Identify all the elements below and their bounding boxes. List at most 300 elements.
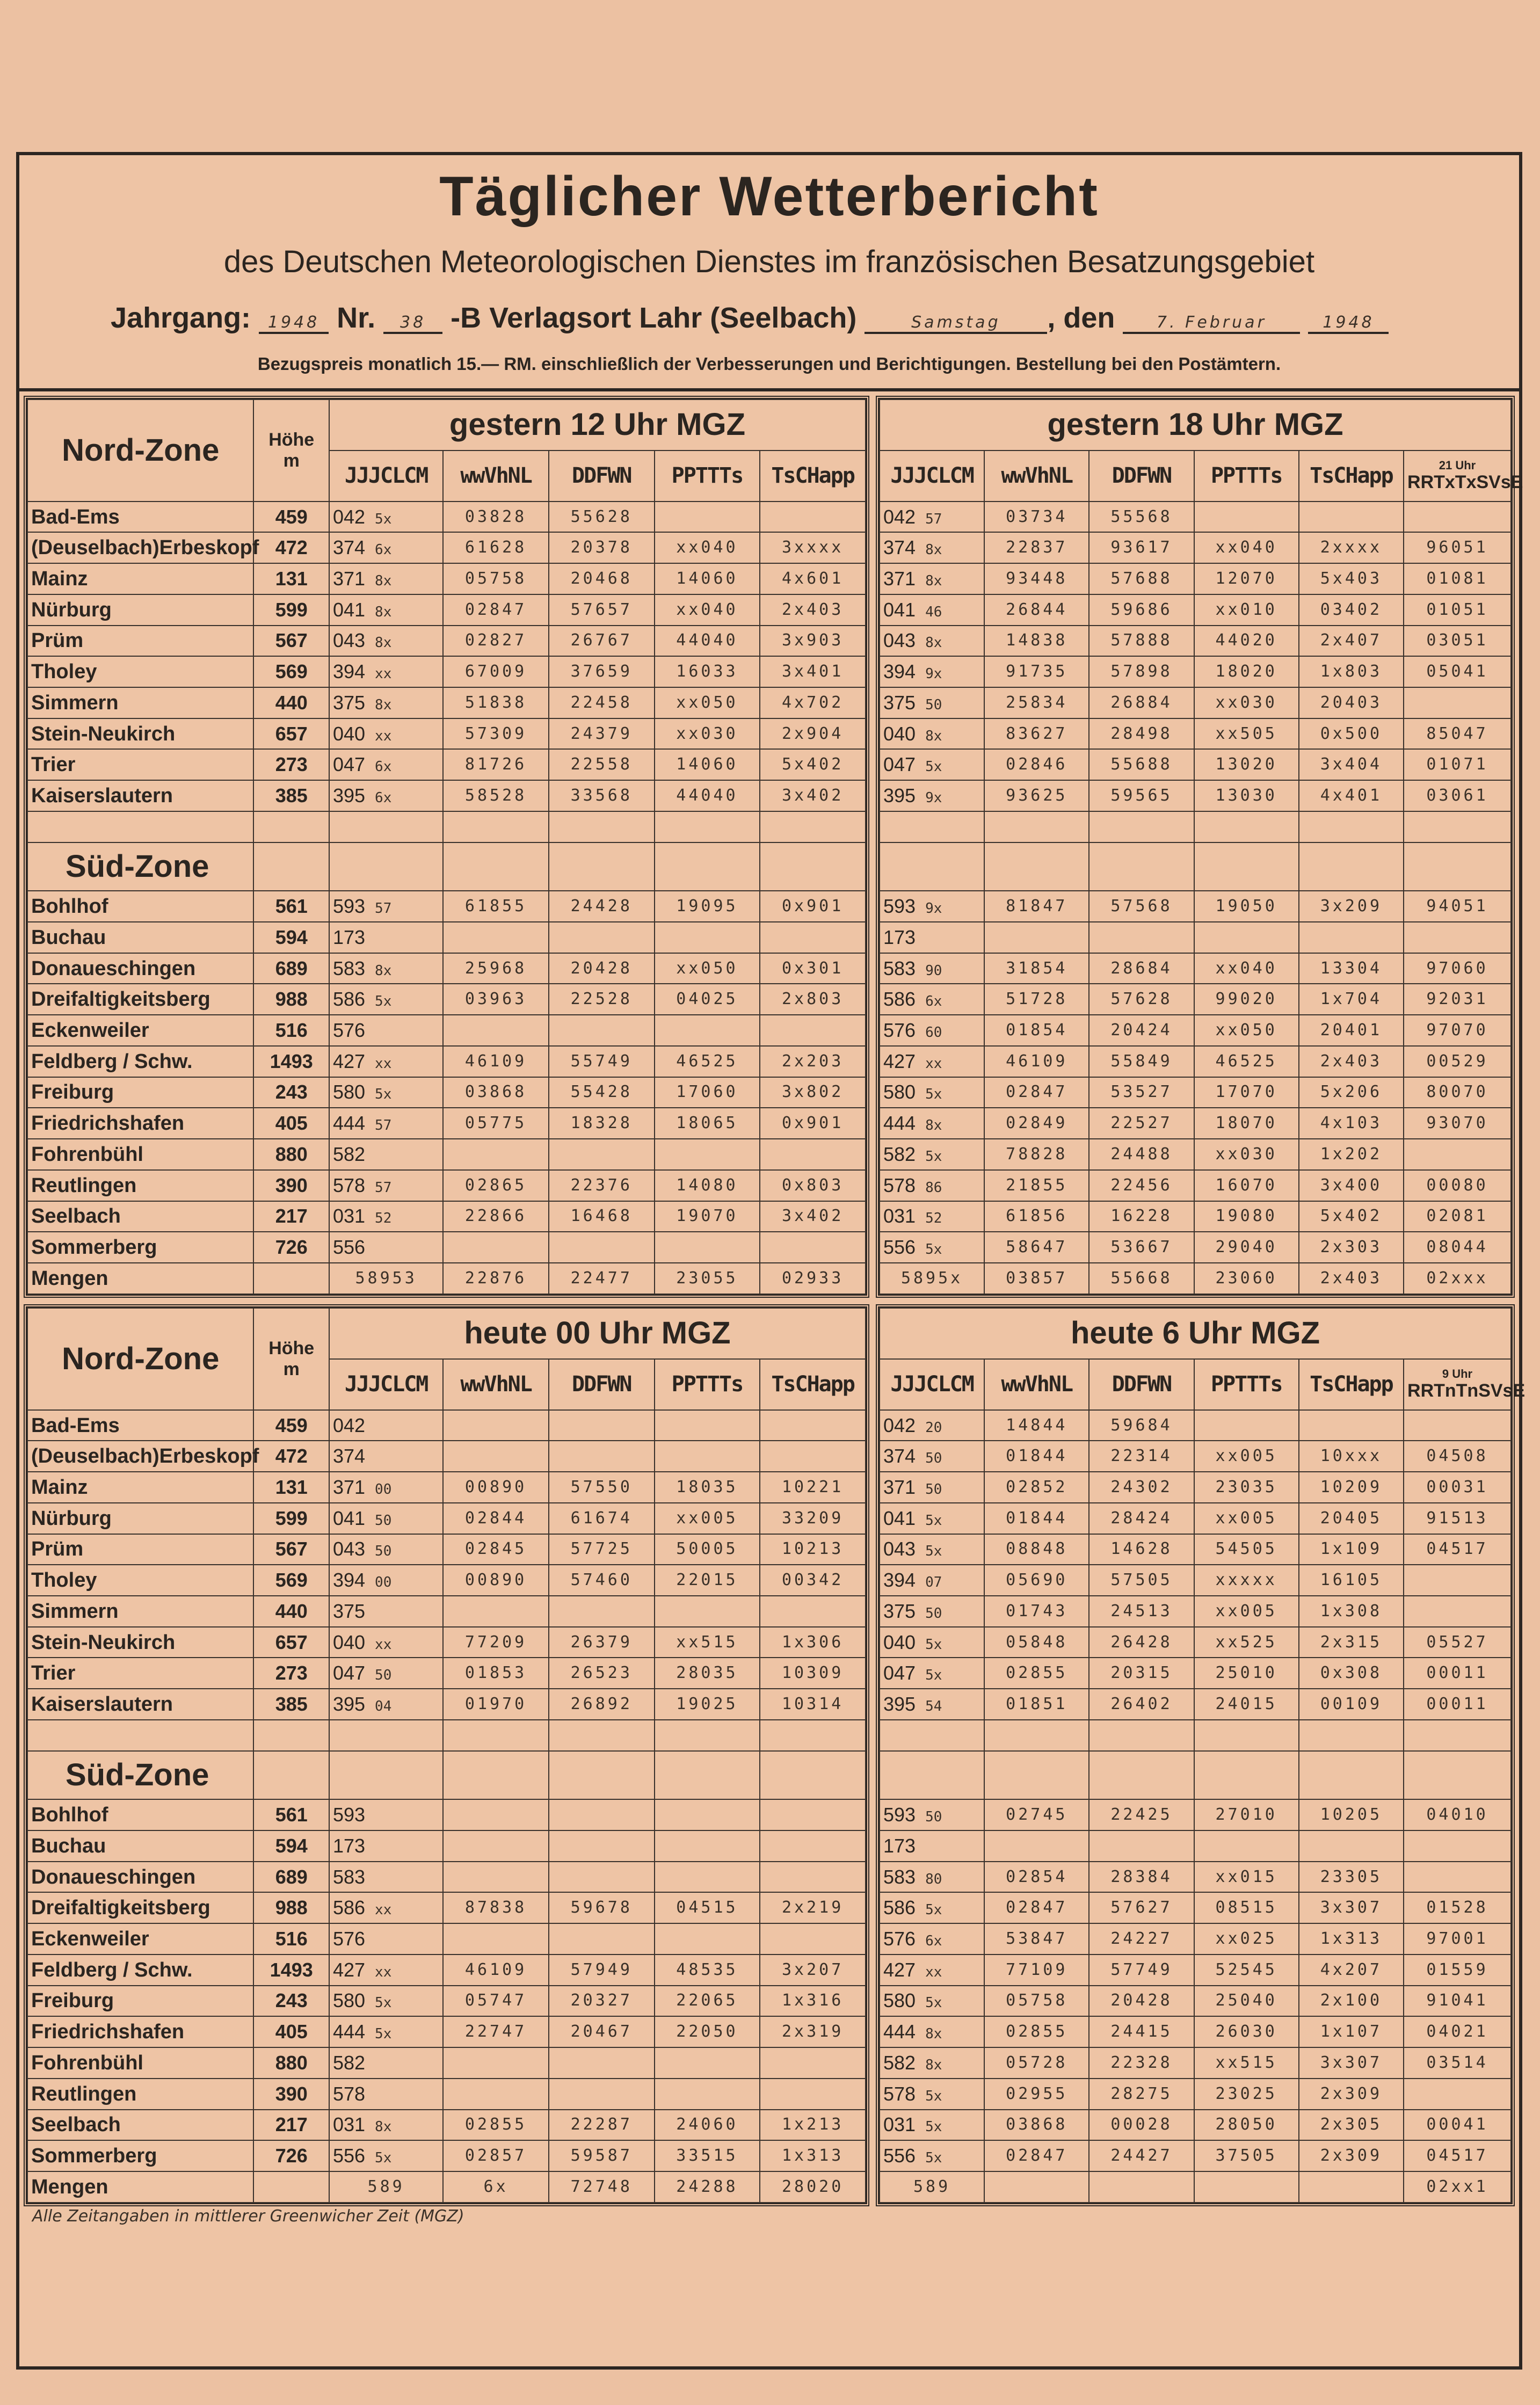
obs-value: 02081	[1404, 1201, 1511, 1232]
station-row	[880, 656, 1511, 687]
obs-value: 3x400	[1299, 1170, 1404, 1201]
station-height: 273	[253, 1658, 329, 1689]
obs-value: 2x403	[760, 594, 866, 626]
obs-value: 59587	[549, 2140, 655, 2171]
station-code-cell	[880, 1441, 984, 1472]
obs-value: 01853	[443, 1658, 549, 1689]
station-row	[880, 1441, 1511, 1472]
cloud-code: 5x	[925, 1902, 942, 1919]
obs-value: 18328	[549, 1108, 655, 1139]
cloud-code: 5x	[925, 1512, 942, 1529]
station-height: 567	[253, 1534, 329, 1565]
obs-value	[1404, 1139, 1511, 1170]
obs-value	[655, 1232, 760, 1263]
obs-value: 02xx1	[1404, 2171, 1511, 2203]
station-name: Mainz	[27, 1472, 253, 1503]
report-subtitle: des Deutschen Meteorologischen Dienstes im französischen Besatzungsgebiet	[223, 244, 1315, 279]
station-row	[880, 1472, 1511, 1503]
station-code-cell	[329, 1232, 443, 1263]
empty-cell	[984, 1720, 1089, 1751]
station-code: 582	[883, 2051, 916, 2074]
obs-value: 16105	[1299, 1565, 1404, 1596]
obs-value	[655, 1596, 760, 1627]
obs-value	[1404, 1410, 1511, 1441]
obs-value	[443, 1830, 549, 1862]
obs-value: 03402	[1299, 594, 1404, 626]
obs-value: 24302	[1089, 1472, 1194, 1503]
hoehe-unit: m	[283, 450, 300, 471]
obs-value	[549, 1410, 655, 1441]
cloud-code: xx	[375, 1902, 392, 1919]
station-code: 582	[883, 1143, 916, 1165]
obs-value: 2x403	[1299, 1263, 1404, 1294]
obs-value: 25040	[1194, 1986, 1299, 2017]
cloud-code: 8x	[925, 572, 942, 589]
obs-value	[655, 1441, 760, 1472]
rr-label: RR	[1407, 1380, 1434, 1401]
station-row	[27, 1201, 866, 1232]
station-height: 689	[253, 953, 329, 984]
obs-value: 26892	[549, 1689, 655, 1720]
obs-value	[655, 2047, 760, 2079]
obs-value: 20315	[1089, 1658, 1194, 1689]
obs-value: 22456	[1089, 1170, 1194, 1201]
column-header-pp: PPTTTs	[1194, 1359, 1299, 1410]
station-height: 217	[253, 1201, 329, 1232]
obs-value	[1194, 2171, 1299, 2203]
mengen-row	[27, 1263, 866, 1294]
obs-value	[655, 1410, 760, 1441]
station-name: Feldberg / Schw.	[27, 1046, 253, 1077]
obs-value	[1194, 1410, 1299, 1441]
station-height: 459	[253, 1410, 329, 1441]
station-height: 657	[253, 1627, 329, 1658]
obs-value	[443, 2079, 549, 2110]
obs-value: 33209	[760, 1503, 866, 1534]
station-code: 578	[332, 1174, 366, 1196]
obs-value	[443, 1139, 549, 1170]
obs-value	[1299, 1830, 1404, 1862]
rr-column-header	[1404, 451, 1523, 502]
cloud-code: 5x	[375, 2026, 392, 2043]
station-code: 047	[332, 1662, 366, 1684]
obs-value: 81847	[984, 891, 1089, 922]
station-name: Kaiserslautern	[27, 1689, 253, 1720]
station-code-cell	[880, 563, 984, 594]
obs-value: 20424	[1089, 1015, 1194, 1046]
obs-value: 94051	[1404, 891, 1511, 922]
station-code: 173	[332, 926, 366, 948]
station-name: Dreifaltigkeitsberg	[27, 984, 253, 1015]
station-code: 375	[332, 691, 366, 714]
obs-value	[1404, 1830, 1511, 1862]
column-header-ww: wwVhNL	[984, 1359, 1089, 1410]
cloud-code: 57	[375, 1179, 392, 1196]
obs-value: 57949	[549, 1954, 655, 1986]
station-row	[880, 1170, 1511, 1201]
panel-heute-06	[876, 1304, 1526, 2206]
station-row	[880, 1689, 1511, 1720]
hoehe-unit: m	[283, 1358, 300, 1379]
obs-value: 14080	[655, 1170, 760, 1201]
station-code-cell	[880, 1534, 984, 1565]
obs-value	[984, 2171, 1089, 2203]
obs-value: 05728	[984, 2047, 1089, 2079]
station-code: 394	[883, 660, 916, 683]
station-row	[880, 1658, 1511, 1689]
column-header-pp: PPTTTs	[1194, 451, 1299, 502]
station-code-cell	[880, 1658, 984, 1689]
station-row	[27, 1077, 866, 1108]
station-height: 440	[253, 1596, 329, 1627]
rr-label-line	[1407, 471, 1523, 492]
station-height: 385	[253, 780, 329, 811]
cloud-code: 52	[375, 1210, 392, 1227]
obs-value: 04025	[655, 984, 760, 1015]
obs-value: 02846	[984, 749, 1089, 780]
obs-value	[1404, 1862, 1511, 1893]
obs-value: 51838	[443, 687, 549, 718]
obs-value: 27010	[1194, 1799, 1299, 1830]
subscription-note: Bezugspreis monatlich 15.— RM. einschließlich der Verbesserungen und Berichtigungen. Bestellung bei den Postämtern.	[257, 354, 1281, 374]
cloud-code: 6x	[375, 790, 392, 806]
panel-title: heute 00 Uhr MGZ	[329, 1308, 866, 1359]
station-code-cell	[329, 1015, 443, 1046]
station-code: 374	[883, 1445, 916, 1467]
empty-cell	[760, 1751, 866, 1800]
obs-value	[655, 1830, 760, 1862]
obs-value: 23305	[1299, 1862, 1404, 1893]
obs-value: 1x306	[760, 1627, 866, 1658]
cloud-code: 50	[925, 1481, 942, 1498]
station-code: 395	[332, 1693, 366, 1716]
column-header-jjj: JJJCLCM	[880, 1359, 984, 1410]
station-code-cell	[329, 1410, 443, 1441]
obs-value: 4x207	[1299, 1954, 1404, 1986]
obs-value	[655, 2079, 760, 2110]
obs-value: 1x308	[1299, 1596, 1404, 1627]
station-code: 556	[883, 2145, 916, 2167]
station-name: (Deuselbach)Erbeskopf	[27, 532, 253, 563]
station-code: 582	[332, 1143, 366, 1165]
obs-value: 1x213	[760, 2110, 866, 2141]
sued-zone-heading: Süd-Zone	[27, 842, 253, 891]
obs-value: 59686	[1089, 594, 1194, 626]
obs-value: 61856	[984, 1201, 1089, 1232]
obs-value: 37659	[549, 656, 655, 687]
obs-value	[1299, 2171, 1404, 2203]
den-label: , den	[1047, 302, 1115, 334]
obs-value	[1404, 687, 1511, 718]
station-row	[27, 1862, 866, 1893]
obs-value: 04517	[1404, 2140, 1511, 2171]
empty-cell	[984, 811, 1089, 842]
station-code: 578	[332, 2082, 366, 2105]
station-height: 599	[253, 594, 329, 626]
station-code-cell	[880, 984, 984, 1015]
station-code-cell	[329, 563, 443, 594]
cloud-code: 60	[925, 1025, 942, 1041]
station-code-cell	[880, 1689, 984, 1720]
station-code-cell	[329, 1862, 443, 1893]
empty-cell	[27, 811, 253, 842]
column-header-jjj: JJJCLCM	[329, 451, 443, 502]
obs-value: 18070	[1194, 1108, 1299, 1139]
station-row	[27, 626, 866, 657]
obs-value: 05747	[443, 1986, 549, 2017]
obs-value: 24488	[1089, 1139, 1194, 1170]
station-code: 173	[883, 1834, 916, 1857]
obs-value: 1x313	[1299, 1923, 1404, 1954]
empty-cell	[1089, 842, 1194, 891]
obs-value: 01851	[984, 1689, 1089, 1720]
station-name: Bohlhof	[27, 891, 253, 922]
obs-value: 26767	[549, 626, 655, 657]
nord-zone-heading: Nord-Zone	[27, 1308, 253, 1410]
obs-value: 23035	[1194, 1472, 1299, 1503]
station-row	[27, 1689, 866, 1720]
station-code: 427	[883, 1050, 916, 1072]
obs-value: 08044	[1404, 1232, 1511, 1263]
mengen-row	[880, 1263, 1511, 1294]
obs-value: 19070	[655, 1201, 760, 1232]
station-row	[27, 1410, 866, 1441]
station-name: Friedrichshafen	[27, 2016, 253, 2047]
obs-value	[443, 922, 549, 953]
obs-value	[1404, 1565, 1511, 1596]
empty-cell	[329, 811, 443, 842]
obs-value: 02865	[443, 1170, 549, 1201]
empty-cell	[880, 811, 984, 842]
station-code-cell	[329, 1799, 443, 1830]
obs-value	[1299, 1410, 1404, 1441]
cloud-code: 8x	[375, 572, 392, 589]
obs-value: 01528	[1404, 1892, 1511, 1923]
station-name: Bad-Ems	[27, 1410, 253, 1441]
station-row	[27, 594, 866, 626]
station-row	[27, 1830, 866, 1862]
station-code: 374	[883, 536, 916, 559]
station-code: 580	[332, 1081, 366, 1103]
obs-value: 25968	[443, 953, 549, 984]
obs-value: 92031	[1404, 984, 1511, 1015]
empty-cell	[443, 1751, 549, 1800]
station-code: 042	[883, 1414, 916, 1436]
station-name: Prüm	[27, 1534, 253, 1565]
obs-value: 55628	[549, 502, 655, 533]
obs-value	[655, 1923, 760, 1954]
station-name: Bohlhof	[27, 1799, 253, 1830]
station-row	[27, 1954, 866, 1986]
station-row	[27, 922, 866, 953]
obs-value	[443, 1923, 549, 1954]
cloud-code: 5x	[925, 1543, 942, 1560]
station-name: Fohrenbühl	[27, 2047, 253, 2079]
station-code: 593	[332, 1804, 366, 1826]
station-code: 040	[883, 722, 916, 745]
obs-value	[1299, 922, 1404, 953]
station-code-cell	[329, 1923, 443, 1954]
empty-cell	[253, 811, 329, 842]
obs-value	[549, 2079, 655, 2110]
obs-value: 2x904	[760, 718, 866, 750]
obs-value: 02854	[984, 1862, 1089, 1893]
empty-cell	[253, 2171, 329, 2203]
station-row	[880, 1139, 1511, 1170]
jahrgang-value: 1948	[259, 313, 329, 334]
obs-value: 2x309	[1299, 2140, 1404, 2171]
station-code: 556	[332, 1236, 366, 1259]
station-row	[27, 2047, 866, 2079]
empty-cell	[760, 842, 866, 891]
obs-value	[1089, 1830, 1194, 1862]
cloud-code: xx	[925, 1055, 942, 1072]
cloud-code: 9x	[925, 790, 942, 806]
obs-value	[760, 1410, 866, 1441]
station-height: 880	[253, 1139, 329, 1170]
station-code: 041	[883, 598, 916, 621]
station-name: Eckenweiler	[27, 1015, 253, 1046]
cloud-code: 8x	[925, 635, 942, 651]
station-code: 583	[883, 1865, 916, 1888]
station-height: 243	[253, 1986, 329, 2017]
obs-value: 6x	[443, 2171, 549, 2203]
station-row	[27, 1627, 866, 1658]
obs-value: 05527	[1404, 1627, 1511, 1658]
station-height: 440	[253, 687, 329, 718]
station-row	[880, 594, 1511, 626]
obs-value: 03868	[443, 1077, 549, 1108]
obs-value: 24288	[655, 2171, 760, 2203]
station-name: Sommerberg	[27, 2140, 253, 2171]
obs-value: 13304	[1299, 953, 1404, 984]
obs-value: 10221	[760, 1472, 866, 1503]
cloud-code: 5x	[925, 2119, 942, 2135]
obs-value: 44040	[655, 780, 760, 811]
cloud-code: 6x	[925, 993, 942, 1010]
station-name: Freiburg	[27, 1986, 253, 2017]
station-code-cell	[880, 1410, 984, 1441]
cloud-code: xx	[375, 1964, 392, 1980]
rr-svs-label: SVs	[1476, 471, 1511, 492]
obs-value: 97070	[1404, 1015, 1511, 1046]
obs-value: 22376	[549, 1170, 655, 1201]
empty-cell	[880, 1720, 984, 1751]
obs-value: 5895x	[880, 1263, 984, 1294]
obs-value	[1299, 502, 1404, 533]
cloud-code: 86	[925, 1179, 942, 1196]
obs-value: xx015	[1194, 1862, 1299, 1893]
station-code: 593	[883, 1804, 916, 1826]
obs-value	[549, 922, 655, 953]
empty-cell	[1299, 1720, 1404, 1751]
station-name: Simmern	[27, 687, 253, 718]
station-code-cell	[329, 656, 443, 687]
empty-cell	[1194, 811, 1299, 842]
obs-value	[655, 502, 760, 533]
obs-value: xx025	[1194, 1923, 1299, 1954]
obs-value: 46525	[655, 1046, 760, 1077]
station-row	[880, 1565, 1511, 1596]
obs-value: 20378	[549, 532, 655, 563]
obs-value	[549, 1830, 655, 1862]
obs-value: 05758	[443, 563, 549, 594]
cloud-code: 5x	[375, 511, 392, 527]
station-code: 043	[883, 629, 916, 652]
obs-value: 00031	[1404, 1472, 1511, 1503]
station-code: 031	[332, 1205, 366, 1227]
station-height: 561	[253, 1799, 329, 1830]
obs-value: 03514	[1404, 2047, 1511, 2079]
station-row	[880, 1892, 1511, 1923]
column-header-dd: DDFWN	[549, 1359, 655, 1410]
cloud-code: 50	[925, 1605, 942, 1622]
obs-value: 46109	[443, 1954, 549, 1986]
obs-value: 00028	[1089, 2110, 1194, 2141]
station-height: 390	[253, 1170, 329, 1201]
station-name: Nürburg	[27, 594, 253, 626]
obs-value: 26844	[984, 594, 1089, 626]
station-code-cell	[880, 2140, 984, 2171]
station-code-cell	[880, 1077, 984, 1108]
station-code-cell	[880, 1503, 984, 1534]
station-row	[27, 1923, 866, 1954]
obs-value: 50005	[655, 1534, 760, 1565]
station-code: 444	[332, 1112, 366, 1135]
obs-value	[1194, 1830, 1299, 1862]
cloud-code: 8x	[925, 542, 942, 558]
station-code-cell	[329, 718, 443, 750]
station-code-cell	[329, 1658, 443, 1689]
weekday-value: Samstag	[865, 313, 1047, 334]
obs-value: 57688	[1089, 563, 1194, 594]
obs-value: 01743	[984, 1596, 1089, 1627]
obs-value	[443, 1862, 549, 1893]
station-row	[27, 656, 866, 687]
station-code-cell	[880, 2079, 984, 2110]
obs-value	[549, 1232, 655, 1263]
cloud-code: 50	[925, 1809, 942, 1826]
station-code-cell	[880, 687, 984, 718]
obs-value: 2xxxx	[1299, 532, 1404, 563]
obs-value: 01081	[1404, 563, 1511, 594]
obs-value	[443, 1596, 549, 1627]
cloud-code: xx	[375, 666, 392, 682]
obs-value: 12070	[1194, 563, 1299, 594]
station-code: 040	[332, 722, 366, 745]
station-row	[880, 1201, 1511, 1232]
station-code-cell	[880, 718, 984, 750]
obs-value	[655, 1862, 760, 1893]
obs-value: 04010	[1404, 1799, 1511, 1830]
station-row	[27, 2016, 866, 2047]
station-row	[880, 2140, 1511, 2171]
station-name: Trier	[27, 1658, 253, 1689]
obs-value: 01051	[1404, 594, 1511, 626]
obs-value: 589	[329, 2171, 443, 2203]
obs-value: 25010	[1194, 1658, 1299, 1689]
station-row	[880, 749, 1511, 780]
cloud-code: 5x	[375, 993, 392, 1010]
obs-value: 02849	[984, 1108, 1089, 1139]
station-code: 374	[332, 536, 366, 559]
station-code-cell	[880, 1892, 984, 1923]
station-row	[27, 953, 866, 984]
empty-cell	[1404, 811, 1511, 842]
obs-value: 04515	[655, 1892, 760, 1923]
station-code-cell	[329, 1441, 443, 1472]
station-row	[880, 502, 1511, 533]
